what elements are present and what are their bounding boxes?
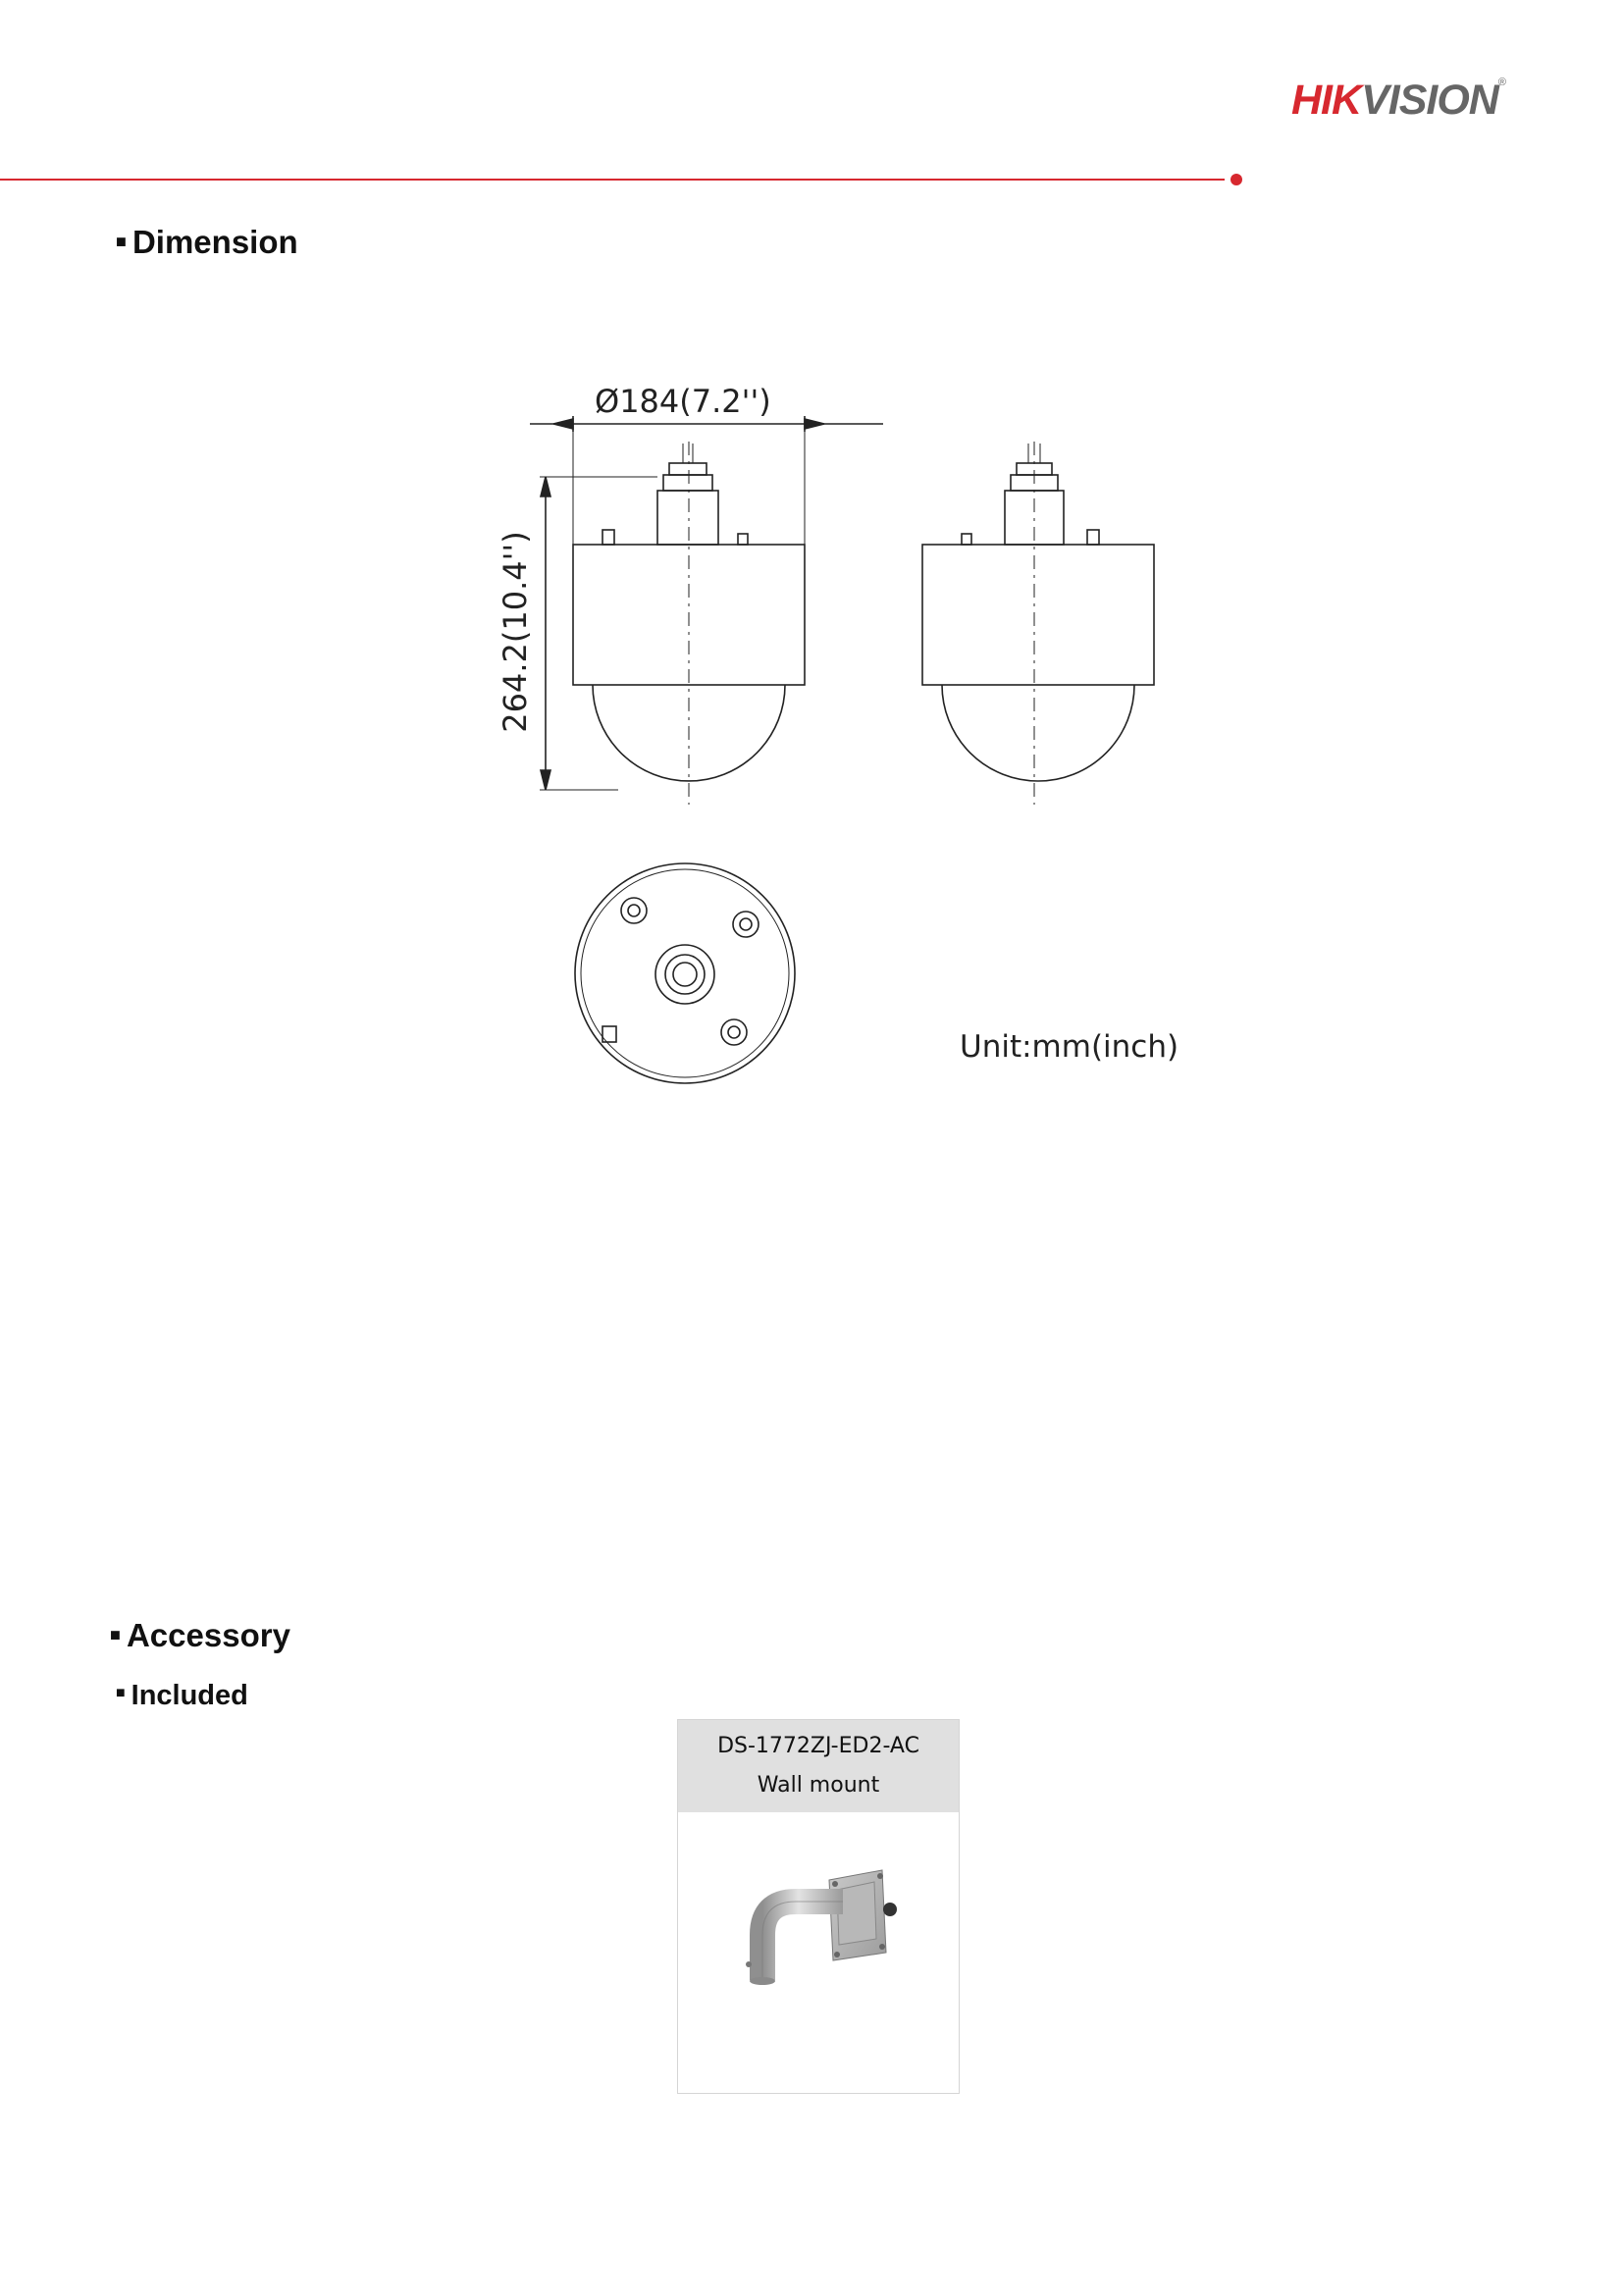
diameter-label: Ø184(7.2'') bbox=[595, 383, 771, 420]
included-heading: ■ Included bbox=[116, 1680, 248, 1711]
height-label: 264.2(10.4'') bbox=[497, 531, 534, 733]
accessory-card-header bbox=[678, 1720, 959, 1812]
side-view bbox=[922, 442, 1154, 805]
dimension-drawing bbox=[471, 373, 1217, 1099]
bullet-icon: ■ bbox=[110, 1624, 121, 1644]
wall-mount-bracket-icon bbox=[727, 1862, 914, 2000]
accessory-model: DS-1772ZJ-ED2-AC bbox=[717, 1734, 919, 1758]
bullet-icon: ■ bbox=[116, 231, 127, 251]
accessory-card bbox=[677, 1719, 960, 2094]
accessory-description: Wall mount bbox=[757, 1773, 880, 1798]
front-view bbox=[530, 416, 883, 805]
header-rule-dot bbox=[1230, 174, 1242, 185]
bottom-view bbox=[575, 863, 795, 1083]
brand-logo: HIKVISION® bbox=[1291, 77, 1505, 124]
bullet-icon: ■ bbox=[116, 1685, 126, 1702]
dimension-heading: ■ Dimension bbox=[116, 224, 298, 260]
unit-label: Unit:mm(inch) bbox=[960, 1029, 1179, 1065]
accessory-heading: ■ Accessory bbox=[110, 1617, 290, 1653]
header-rule bbox=[0, 179, 1225, 181]
